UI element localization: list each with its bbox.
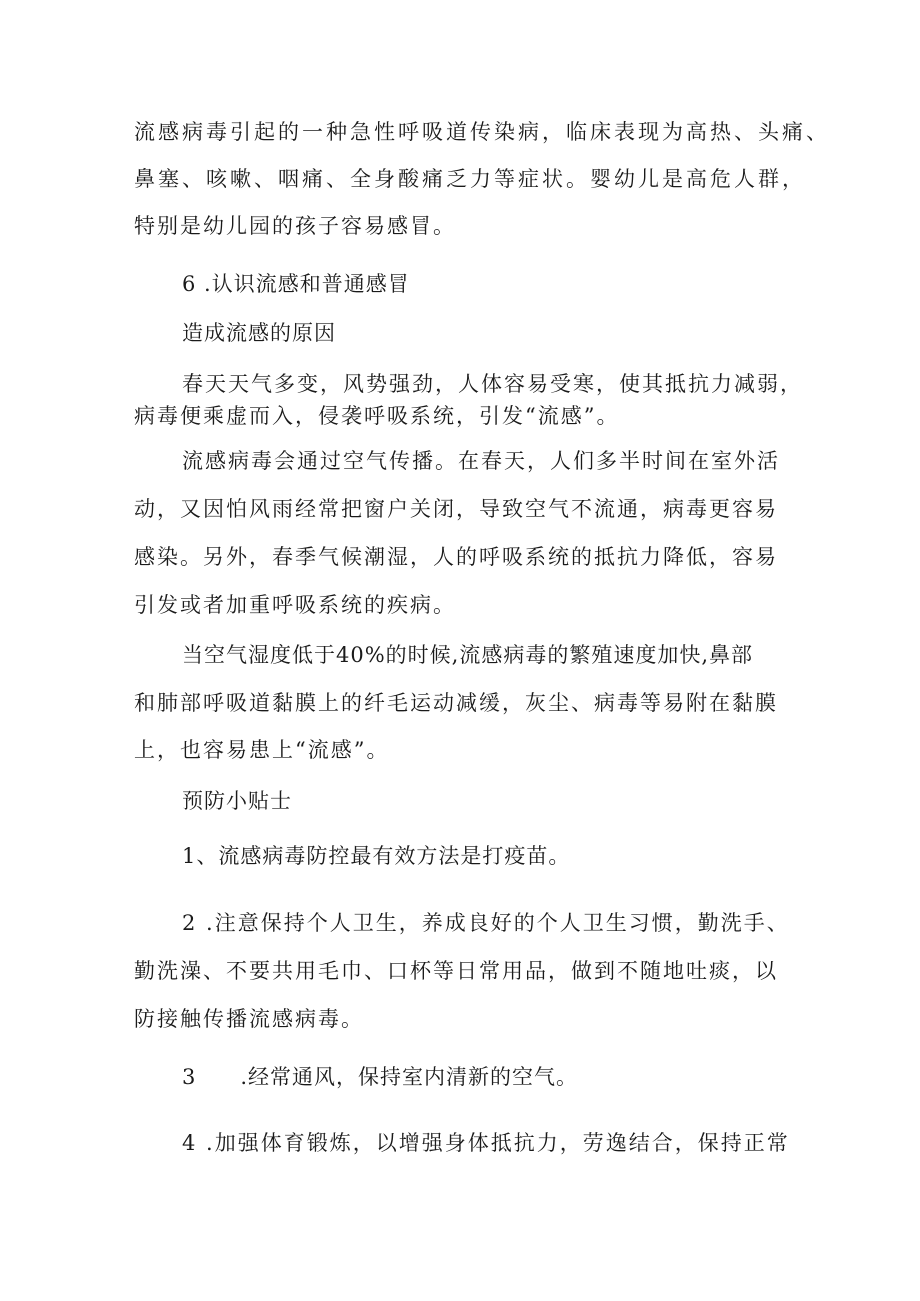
spring-line-2: 病毒便乘虚而入，侵袭呼吸系统，引发“流感”。: [134, 404, 620, 428]
intro-line-3: 特别是幼儿园的孩子容易感冒。: [134, 214, 456, 238]
section-6-heading: 6 .认识流感和普通感冒: [182, 272, 410, 296]
intro-line-2: 鼻塞、咳嗽、咽痛、全身酸痛乏力等症状。婴幼儿是高危人群，: [134, 167, 806, 191]
air-line-2: 动，又因怕风雨经常把窗户关闭，导致空气不流通，病毒更容易: [134, 497, 778, 521]
tip-3: 3 .经常通风，保持室内清新的空气。: [182, 1065, 579, 1089]
tip-4: 4 .加强体育锻炼，以增强身体抵抗力，劳逸结合，保持正常: [182, 1131, 790, 1155]
tip-2-line-3: 防接触传播流感病毒。: [134, 1007, 364, 1031]
air-line-1: 流感病毒会通过空气传播。在春天，人们多半时间在室外活: [182, 449, 780, 473]
spring-line-1: 春天天气多变，风势强劲，人体容易受寒，使其抵抗力减弱，: [182, 372, 803, 396]
air-line-3: 感染。另外，春季气候潮湿，人的呼吸系统的抵抗力降低，容易: [134, 545, 778, 569]
tips-heading: 预防小贴士: [182, 789, 292, 813]
air-line-4: 引发或者加重呼吸系统的疾病。: [134, 593, 456, 617]
tip-2-line-1: 2 .注意保持个人卫生，养成良好的个人卫生习惯，勤洗手、: [182, 911, 790, 935]
humidity-line-3: 上，也容易患上“流感”。: [134, 738, 390, 762]
causes-heading: 造成流感的原因: [182, 321, 336, 345]
intro-line-1: 流感病毒引起的一种急性呼吸道传染病，临床表现为高热、头痛、: [134, 120, 830, 144]
humidity-line-2: 和肺部呼吸道黏膜上的纤毛运动减缓，灰尘、病毒等易附在黏膜: [134, 691, 778, 715]
tip-1: 1、流感病毒防控最有效方法是打疫苗。: [182, 844, 571, 868]
tip-2-line-2: 勤洗澡、不要共用毛巾、口杯等日常用品，做到不随地吐痰，以: [134, 959, 778, 983]
humidity-line-1: 当空气湿度低于40%的时候,流感病毒的繁殖速度加快,鼻部: [182, 643, 754, 667]
